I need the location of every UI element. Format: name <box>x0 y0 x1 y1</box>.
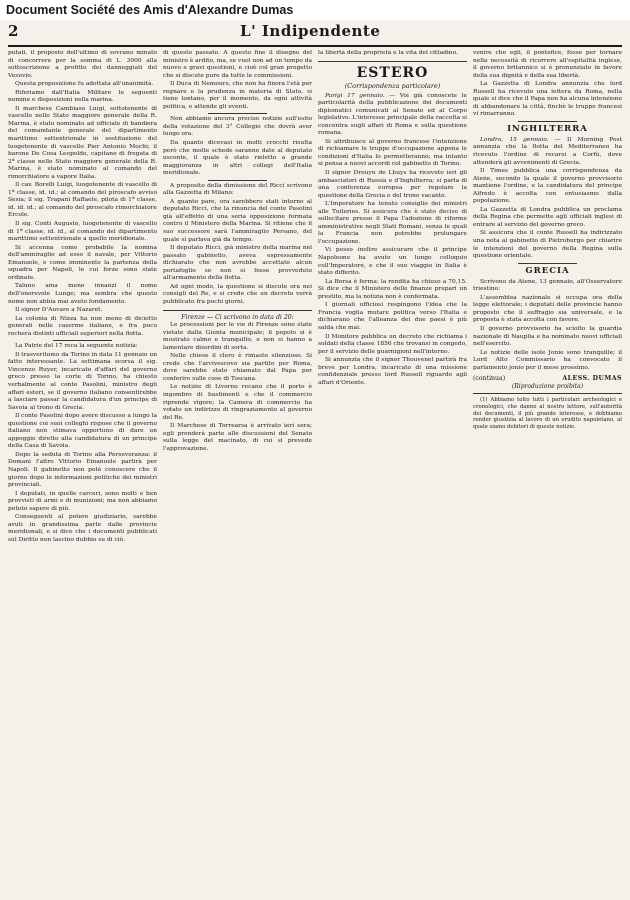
paragraph: Londra, 15 gennaio. — Il Morning Post annunzia che la flotta del Mediterraneo ha ricevuto l'ordine di recarsi a Corfù, dove attenderà gli avvenimenti di Grecia. <box>473 136 622 166</box>
section-divider <box>53 340 113 341</box>
paragraph: Taluno ama meno innanzi il nome dell'onorevole Lunge; ma sembra che questo nome non abbia mai avuto fondamento. <box>8 283 157 305</box>
footnote: (1) Abbiamo tolto tutti i particolari archeologici e cronologici, che danno al nostro lettore, sull'autorità dei documenti, il più grande interesse, e dobbiamo render giustizia al lavoro di un erudito napoletano, al quale siamo debitori di queste notizie. <box>473 397 622 430</box>
paragraph: Da quanto dicevasi in molti crocchi risulta però che molte schede saranno date al deputato uscente, il quale è stato rieletto a grande maggioranza in altri collegi dell'Italia meridionale. <box>163 140 312 177</box>
column-1-bottom <box>8 343 157 544</box>
paragraph: Ad ogni modo, la questione si discute ora nei consigli del Re, e si crede che un decreto verrà pubblicato fra pochi giorni. <box>163 283 312 305</box>
paragraph: Il trasveritomo da Torino in data 11 gennaio un fatto interessante. La settimana scorsa il sig. Vincenzo Ruyer, incaricato d'affari del governo greco presso la corte di Torino, ha chiesto verbalmente al conte Pasolini, ministro degli affari esteri, se il governo italiano consentirebbe a lasciare passar la candidatura d'un principe di Savoia al trono di Grecia. <box>8 351 157 411</box>
section-title-estero: ESTERO <box>356 64 429 81</box>
paragraph: Dopo la seduta di Torino alla Perseveranza: il Domani l'altro Vittorio Emanuele partirà per Napoli. Il gabinetto non potè conoscere che il giorno dopo le informazioni politiche dei ministri provinciali. <box>8 451 157 489</box>
section-divider <box>318 61 467 62</box>
column-1 <box>8 50 157 894</box>
reproduction-notice: (Riproduzione proibita) <box>511 382 584 390</box>
column-4 <box>473 50 622 894</box>
paragraph: Il Monitore pubblica un decreto che richiama i soldati della classe 1856 che trovansi in congedo, per il servizio delle guarnigioni nell'interno. <box>318 333 467 355</box>
paragraph: Il deputato Ricci, già ministro della marina nel passato gabinetto, aveva espressamente dichiarato che non avrebbe accettato alcun portafoglio se non si fosse provveduto all'armamento della flotta. <box>163 245 312 282</box>
column-2-top <box>163 50 312 307</box>
paragraph: La Gazzetta di Londra annunzia che lord Russell ha ricevuto una lettera da Roma, nella quale si dice che il Papa non ha alcuna intenzione di abbandonare la città, finchè le truppe francesi vi rimarranno. <box>473 81 622 118</box>
paragraph: Nelle chiese il clero è rimasto silenzioso. Si crede che l'arcivescovo sia partito per Roma, dove sarebbe stato chiamato dal Papa per conferire sulle cose di Toscana. <box>163 353 312 382</box>
author-signature: ALESS. DUMAS <box>562 375 622 383</box>
paragraph: Il Marchese di Torrearsa è arrivato ieri sera; egli prenderà parte alle discussioni del Senato sulla legge del macinato, di cui si prevede l'approvazione. <box>163 423 312 452</box>
intro-line: la libertà della proprietà e la vita del cittadino. <box>318 50 458 56</box>
paragraph: Conseguenti al potere giudiziario, sarebbe avuti in grandissima parte dalle provincie meridionali, e si dice che i documenti pubblicati sul Diritto non lascino dubbio su di ciò. <box>8 514 157 543</box>
column-2 <box>163 50 312 894</box>
section-divider <box>163 310 312 311</box>
paragraph: Questa proposizione fu adottata all'unanimità. <box>15 81 154 88</box>
paragraph: Il sig. Conti Augusto, luogotenente di vascello di 1ª classe, id. id., al comando del dipartimento marittimo settentrionale a quello meridionale. <box>8 221 157 243</box>
dateline: Londra, 15 gennaio. <box>480 136 549 143</box>
section-subtitle: (Corrispondenza particolare) <box>344 81 441 90</box>
paragraph: Riferiamo dall'Italia Militare le seguenti nomine e disposizioni nella marina. <box>8 89 157 104</box>
paragraph: Le notizie delle isole Jonie sono tranquille; il Lord Alto Commissario ha convocato il parlamento jonio per il mese prossimo. <box>473 349 622 371</box>
newspaper-title: L' Indipendente <box>240 22 381 40</box>
paragraph: Il governo provvisorio ha sciolto la guardia nazionale di Nauplia e ha nominato nuovi ufficiali nell'esercito. <box>473 325 622 348</box>
paragraph: Si annunzia che il signor Thouvenel partirà fra breve per Londra, incaricato di una missione confidenziale presso lord Russell riguardo agli affari d'Oriente. <box>318 357 467 386</box>
paragraph: I giornali ufficiosi respingono l'idea che la Francia voglia mutare politica verso l'Italia e dichiarano che l'alleanza dei due paesi è più salda che mai. <box>318 302 467 331</box>
paragraph-text: Il Morning Post annunzia che la flotta del Mediterraneo ha ricevuto l'ordine di recarsi a Corfù, dove attenderà gli avvenimenti di Grecia. <box>473 136 622 166</box>
paragraph: Le notizie di Livorno recano che il porto è ingombro di bastimenti e che il commercio riprende vigore; la Camera di commercio ha votato un indirizzo di ringraziamento al governo del Re. <box>163 384 312 421</box>
paragraph: Il signor D'Auvare a Nazaret. <box>15 307 103 314</box>
archive-watermark: Document Société des Amis d'Alexandre Dumas <box>0 0 630 20</box>
paragraph: La Gazzetta di Londra pubblica un proclama della Regina che permette agli ufficiali inglesi di entrare al servizio del governo greco. <box>473 206 622 228</box>
paragraph: Il Duca di Nemours, che non ha finora l'età per regnare e la prudenza in materia di Stato, si tiene lontano, per il momento, da ogni attività politica, e attende gli eventi. <box>163 81 312 110</box>
paragraph: La Patrie del 17 reca la seguente notizia: <box>15 343 138 350</box>
paragraph: L'assemblea nazionale si occupa ora della legge elettorale; i deputati delle provincie hanno proposto che il suffragio sia universale, e la proposta è stata accolta con favore. <box>473 294 622 324</box>
section-divider <box>518 263 578 264</box>
section-divider <box>208 180 268 181</box>
paragraph: Il conte Pasolini dopo avere discusso a lungo la questione coi suoi colleghi rispose che il governo italiano non stimava opportuno di dare un appoggio diretto alla candidatura di un principe della Casa di Savoia. <box>8 413 157 450</box>
column-1-top <box>8 50 157 338</box>
column-3 <box>318 50 467 894</box>
feuilleton-signature <box>473 375 622 383</box>
column-2-bottom <box>163 322 312 453</box>
paragraph: Parigi 17 gennaio. — Voi già conoscete le particolarità della pubblicazione dei documenti diplomatici comunicati al Senato ed al Corpo legislativo. L'interesse principale della raccolta si concentra sugli affari di Roma e sulla questione romana. <box>318 92 467 137</box>
paragraph: putati, il proposto dell'ultimo di sovrano minato di concorrere per la somma di L. 3000 alla sottoscrizione a profitto dei danneggiati del Vesuvio. <box>8 50 157 79</box>
paragraph: I deputati, in quelle carceri, sono molti e ben provvisti di armi e di munizioni; ma non abbiamo potuto sapere di più. <box>8 490 157 512</box>
section-divider <box>518 121 578 122</box>
article-columns <box>8 50 622 894</box>
paragraph: Le processioni per le vie di Firenze sono state vietate dalla Giunta municipale; il popolo si è mostrato calmo e tranquillo, e non si hanno a lamentare disordini di sorta. <box>163 322 312 351</box>
paragraph: Il cav. Borelli Luigi, luogotenente di vascello di 1ª classe, id. id.; al comando del piroscafo avviso Sesia; il sig. Trapani Raffaele, pilota di 1ª classe, id. id. id.; al comando del piroscafo rimorchiatore Ercole. <box>8 182 157 219</box>
paragraph: La Borsa è ferma: la rendita ha chiuso a 70,15. Si dice che il Ministero delle finanze prepari un prestito, ma la notizia non è confermata. <box>318 278 467 300</box>
correspondence-heading: Firenze — Ci scrivono in data di 20: <box>181 313 294 321</box>
paragraph: Il signor Drouyn de Lhuys ha ricevuto ieri gli ambasciatori di Russia e d'Inghilterra; si parla di una conferenza europea per regolare la questione della Grecia e del trono vacante. <box>318 170 467 199</box>
paragraph: A quanto pare, ora sarebbero stati intorno al deputato Ricci, che la rinuncia del conte Pasolini già all'effetto di una seria opposizione formata contro il Ministero della Marina. Si ritiene che il suo successore sarà l'ammiraglio Persano, del quale si parlava già da tempo. <box>163 198 312 243</box>
section-title-grecia: GRECIA <box>525 265 570 276</box>
paragraph: La colonia di Nizza ha non meno di diciotto generali nelle caserme italiane, e fra poco recherà distinti ufficiali superiori nella flotta. <box>8 315 157 337</box>
paragraph: Il Times pubblica una corrispondenza da Atene, secondo la quale il governo provvisorio mantiene l'ordine, e la candidatura del principe Alfredo è accolta con entusiasmo dalla popolazione. <box>473 168 622 205</box>
footnote-divider <box>473 393 622 394</box>
section-title-inghilterra: INGHILTERRA <box>507 123 588 134</box>
paragraph: Si assicura che il conte Russell ha indirizzato una nota al gabinetto di Pietroburgo per chiarire le intenzioni del governo della Regina sulla questione orientale. <box>473 230 622 260</box>
paragraph: Si attribuisce al governo francese l'intenzione di richiamare le truppe d'occupazione appena le condizioni d'Italia lo permetteranno; ma intanto si pensa a nuovi accordi col gabinetto di Torino. <box>318 138 467 168</box>
continued-note: (continua) <box>473 375 506 383</box>
header-rule <box>8 45 622 47</box>
paragraph: di questo passato. A questo fine il disegno del ministro è ardito, ma, se vuol non ad un tempo da nuovo e gravi questioni, e cioè col gran progetto che si discute pure da tutte le commissioni. <box>163 50 312 79</box>
paragraph: Il marchese Cambiaso Luigi, sottotenente di vascello nello Stato maggiore generale della R. Marina, è stato nominato ad ufficiale di bandiera del comandante generale del dipartimento marittimo settentrionale in sostituzione del luogotenente di vascello Pier Antonio Mochi; il barone De Cosa Leopoldo, capitano di fregata di 2ª classe nello Stato maggiore generale della R. Marina, è stato nominato al comando del rimorchiatore a vapore Italia. <box>8 105 157 180</box>
page-number: 2 <box>8 22 19 40</box>
paragraph: Vi posso inoltre assicurare che il principe Napoleone ha avuto un lungo colloquio coll'Imperatore, e che il suo viaggio in Italia è stato differito. <box>318 247 467 277</box>
paragraph: A proposito della dimissione del Ricci scrivono alla Gazzetta di Milano: <box>163 182 312 197</box>
paragraph: Si accenna come probabile la nomina dell'ammiraglio ad esso il navale, per Vittorio Emanuele, e come imminente la partenza della squadra per Napoli, le cui forze sono state ordinate. <box>8 244 157 281</box>
paragraph: venire che egli, il pontefice, fosse per tornare nella necessità di ricorrere all'ospitalità inglese, il governo britannico si è pronunziato in favore della sua dignità e della sua libertà. <box>473 50 622 79</box>
dateline: Parigi 17 gennaio. <box>325 92 385 99</box>
section-divider <box>208 113 268 114</box>
page-header <box>8 22 622 44</box>
paragraph-text: Voi già conoscete le particolarità della pubblicazione dei documenti diplomatici comunicati al Senato ed al Corpo legislativo. L'interesse principale della raccolta si concentra sugli affari di Roma e sulla questione romana. <box>318 92 467 137</box>
paragraph: L'Imperatore ha tenuto consiglio dei ministri alle Tuileries. Si assicura che è stato deciso di sollecitare presso il Papa l'adozione di riforme amministrative negli Stati Romani, senza le quali la Francia non potrebbe prolungare l'occupazione. <box>318 201 467 245</box>
paragraph: Scrivono da Atene, 13 gennaio, all'Osservatore triestino: <box>473 278 622 293</box>
paragraph: Non abbiamo ancora precise notizie sull'esito della votazione del 3° Collegio che dovrà aver luogo ora. <box>163 116 312 138</box>
